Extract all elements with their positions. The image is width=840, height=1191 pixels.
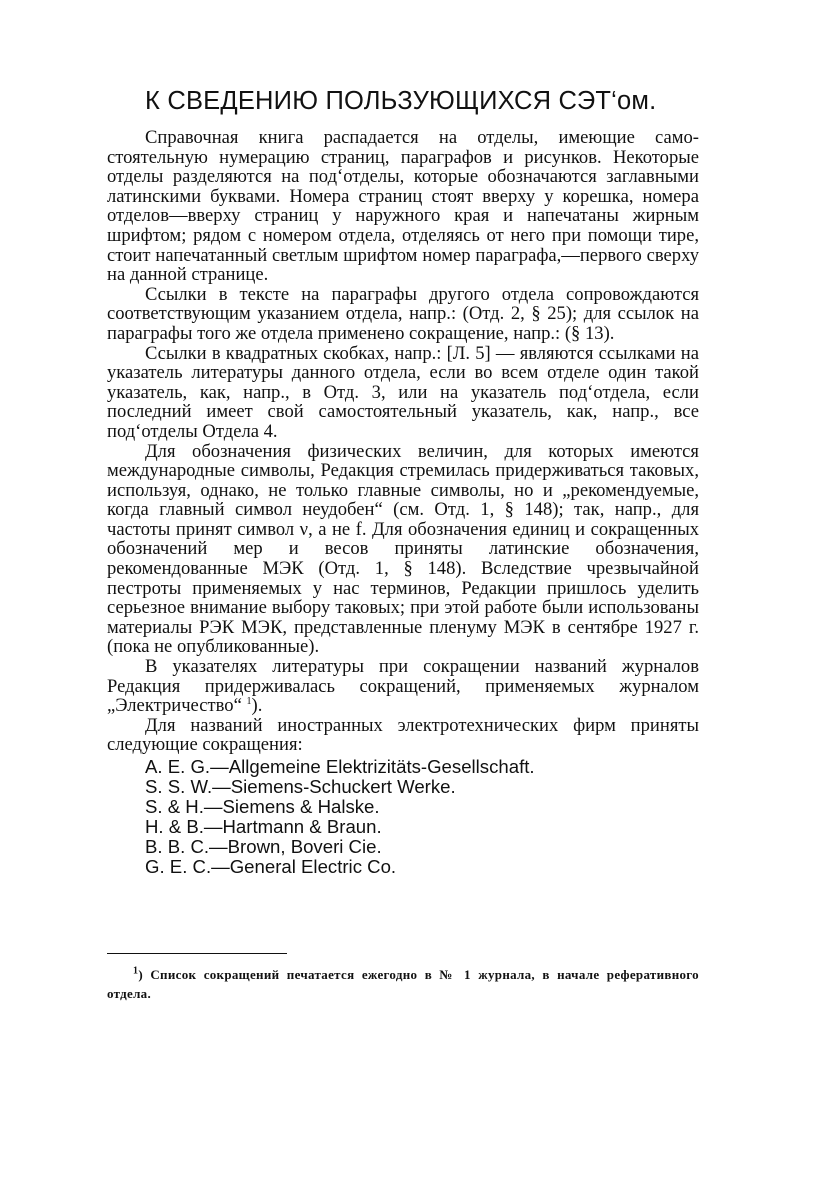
footnote (107, 965, 699, 1003)
paragraph-firms-intro: Для названий иностранных электротехнических фирм приняты следующие сокращения: (107, 714, 699, 756)
list-item: S. S. W.—Siemens-Schuckert Werke. (145, 776, 456, 797)
footnote-reference-mark: 1 (246, 696, 252, 708)
footnote-text: ) Список сокращений печатается ежегодно в № 1 журнала, в начале реферативного отдела. (107, 967, 699, 1001)
footnote-mark: 1 (133, 965, 139, 977)
footnote-divider (107, 953, 287, 954)
list-item: A. E. G.—Allgemeine Elektrizitäts-Gesellschaft. (145, 756, 535, 777)
page-title: К СВЕДЕНИЮ ПОЛЬЗУЮЩИХСЯ СЭТ‘ом. (145, 87, 657, 115)
paragraph-journal-abbreviations (107, 657, 699, 716)
journal-abbreviations-text: В указателях литературы при сокращении названий журналов Редакция придерживалась сокращений, применяемых журналом „Электричество“ (107, 656, 699, 717)
list-item: S. & H.—Siemens & Halske. (145, 796, 380, 817)
firm-abbreviation-list (107, 757, 699, 877)
list-item: B. B. C.—Brown, Boveri Cie. (145, 836, 382, 857)
list-item: G. E. C.—General Electric Co. (145, 856, 397, 877)
paragraph-structure: Справочная книга распадается на отделы, имеющие самостоятельную нумерацию страниц, параграфов и рисунков. Некоторые отделы разделяются на под‘отделы, которые обозначаются заглавными латинскими буквами. Номера страниц стоят вверху у корешка, номера отделов—вверху страниц у наружного края и напечатаны жирным шрифтом; рядом с номером отдела, отделяясь от него при помощи тире, стоит напечатанный светлым шрифтом номер параграфа,—первого сверху на данной странице. (107, 127, 699, 286)
paragraph-bracket-references: Ссылки в квадратных скобках, напр.: [Л. 5] — являются ссылками на указатель литературы данного отдела, если во всем отделе один такой указатель, как, напр., в Отд. 3, или на указатель под‘отдела, если последний имеет свой самостоятельный указатель, как, напр., все под‘отделы Отдела 4. (107, 342, 699, 442)
paragraph-references: Ссылки в тексте на параграфы другого отдела сопровождаются соответствующим указанием отдела, напр.: (Отд. 2, § 25); для ссылок на параграфы того же отдела применено сокращение, напр.: (§ 13). (107, 283, 699, 344)
list-item: H. & B.—Hartmann & Braun. (145, 816, 382, 837)
paragraph-symbols: Для обозначения физических величин, для которых имеются международные символы, Редакция стремилась придерживаться таковых, используя, однако, не только главные символы, но и „рекомендуемые, когда главный символ неудобен“ (см. Отд. 1, § 148); так, напр., для частоты принят символ ν, а не f. Для обозначения единиц и сокращенных обозначений мер и весов приняты латинские обозначения, рекомендованные МЭК (Отд. 1, § 148). Вследствие чрезвычайной пестроты применяемых у нас терминов, Редакции пришлось уделить серьезное внимание выбору таковых; при этой работе были использованы материалы РЭК МЭК, представленные пленуму МЭК в сентябре 1927 г. (пока не опубликованные). (107, 440, 699, 658)
main-text (107, 128, 699, 877)
footnote-reference-suffix: ). (251, 695, 263, 717)
